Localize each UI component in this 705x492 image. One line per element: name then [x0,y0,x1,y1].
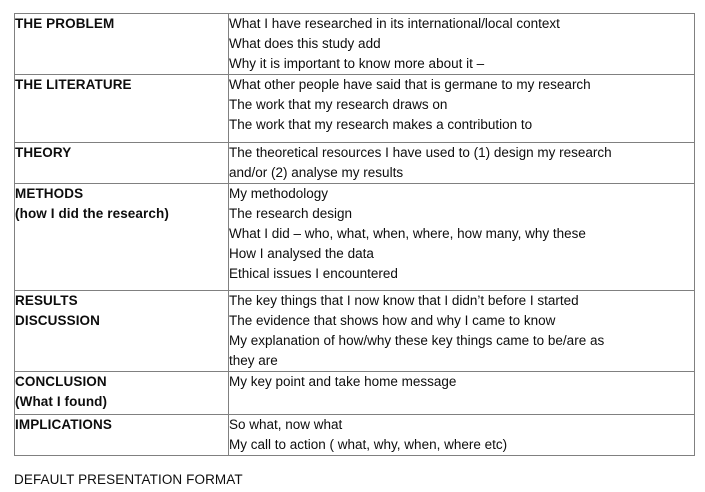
detail-line: The key things that I now know that I didn’t before I started [229,293,579,308]
detail-line: and/or (2) analyse my results [229,165,404,180]
detail-line: What I have researched in its international/local context [229,16,560,31]
section-label-cell-problem [15,14,229,75]
section-label-cell-methods [15,184,229,291]
table-row [15,372,695,415]
section-detail-cell-conclusion [229,372,695,415]
detail-line: The research design [229,206,353,221]
detail-line: What does this study add [229,36,381,51]
section-label-cell-conclusion [15,372,229,415]
section-detail-cell-theory [229,143,695,184]
detail-line: The work that my research draws on [229,97,448,112]
section-label-cell-theory [15,143,229,184]
detail-line: My call to action ( what, why, when, where etc) [229,437,508,452]
detail-line: My key point and take home message [229,374,457,389]
section-label: CONCLUSION [15,374,107,389]
detail-line: The evidence that shows how and why I came to know [229,313,556,328]
detail-line: My methodology [229,186,329,201]
section-label: IMPLICATIONS [15,417,112,432]
detail-line: Why it is important to know more about it – [229,56,485,71]
table-row [15,75,695,143]
section-label-sub: (how I did the research) [15,206,169,221]
presentation-format-table [14,13,695,456]
detail-line: The work that my research makes a contribution to [229,117,533,132]
section-label: THEORY [15,145,72,160]
section-detail-cell-results [229,291,695,372]
detail-line: What other people have said that is germane to my research [229,77,591,92]
detail-line: So what, now what [229,417,343,432]
table-row [15,143,695,184]
section-detail-cell-literature [229,75,695,143]
table-row [15,415,695,456]
section-label-cell-implications [15,415,229,456]
detail-line: My explanation of how/why these key things came to be/are as [229,333,605,348]
section-detail-cell-implications [229,415,695,456]
section-label: RESULTS [15,293,78,308]
detail-line: How I analysed the data [229,246,374,261]
detail-line: What I did – who, what, when, where, how many, why these [229,226,586,241]
section-label-sub: (What I found) [15,394,108,409]
detail-line: they are [229,353,278,368]
section-label-sub: DISCUSSION [15,313,101,328]
table-row [15,14,695,75]
detail-line: The theoretical resources I have used to (1) design my research [229,145,612,160]
table-caption: DEFAULT PRESENTATION FORMAT [14,472,243,487]
section-label: THE PROBLEM [15,16,115,31]
section-label: METHODS [15,186,84,201]
section-detail-cell-methods [229,184,695,291]
section-label-cell-results [15,291,229,372]
table-row [15,184,695,291]
section-detail-cell-problem [229,14,695,75]
table-row [15,291,695,372]
section-label-cell-literature [15,75,229,143]
detail-line: Ethical issues I encountered [229,266,398,281]
section-label: THE LITERATURE [15,77,132,92]
table-body [15,14,695,456]
